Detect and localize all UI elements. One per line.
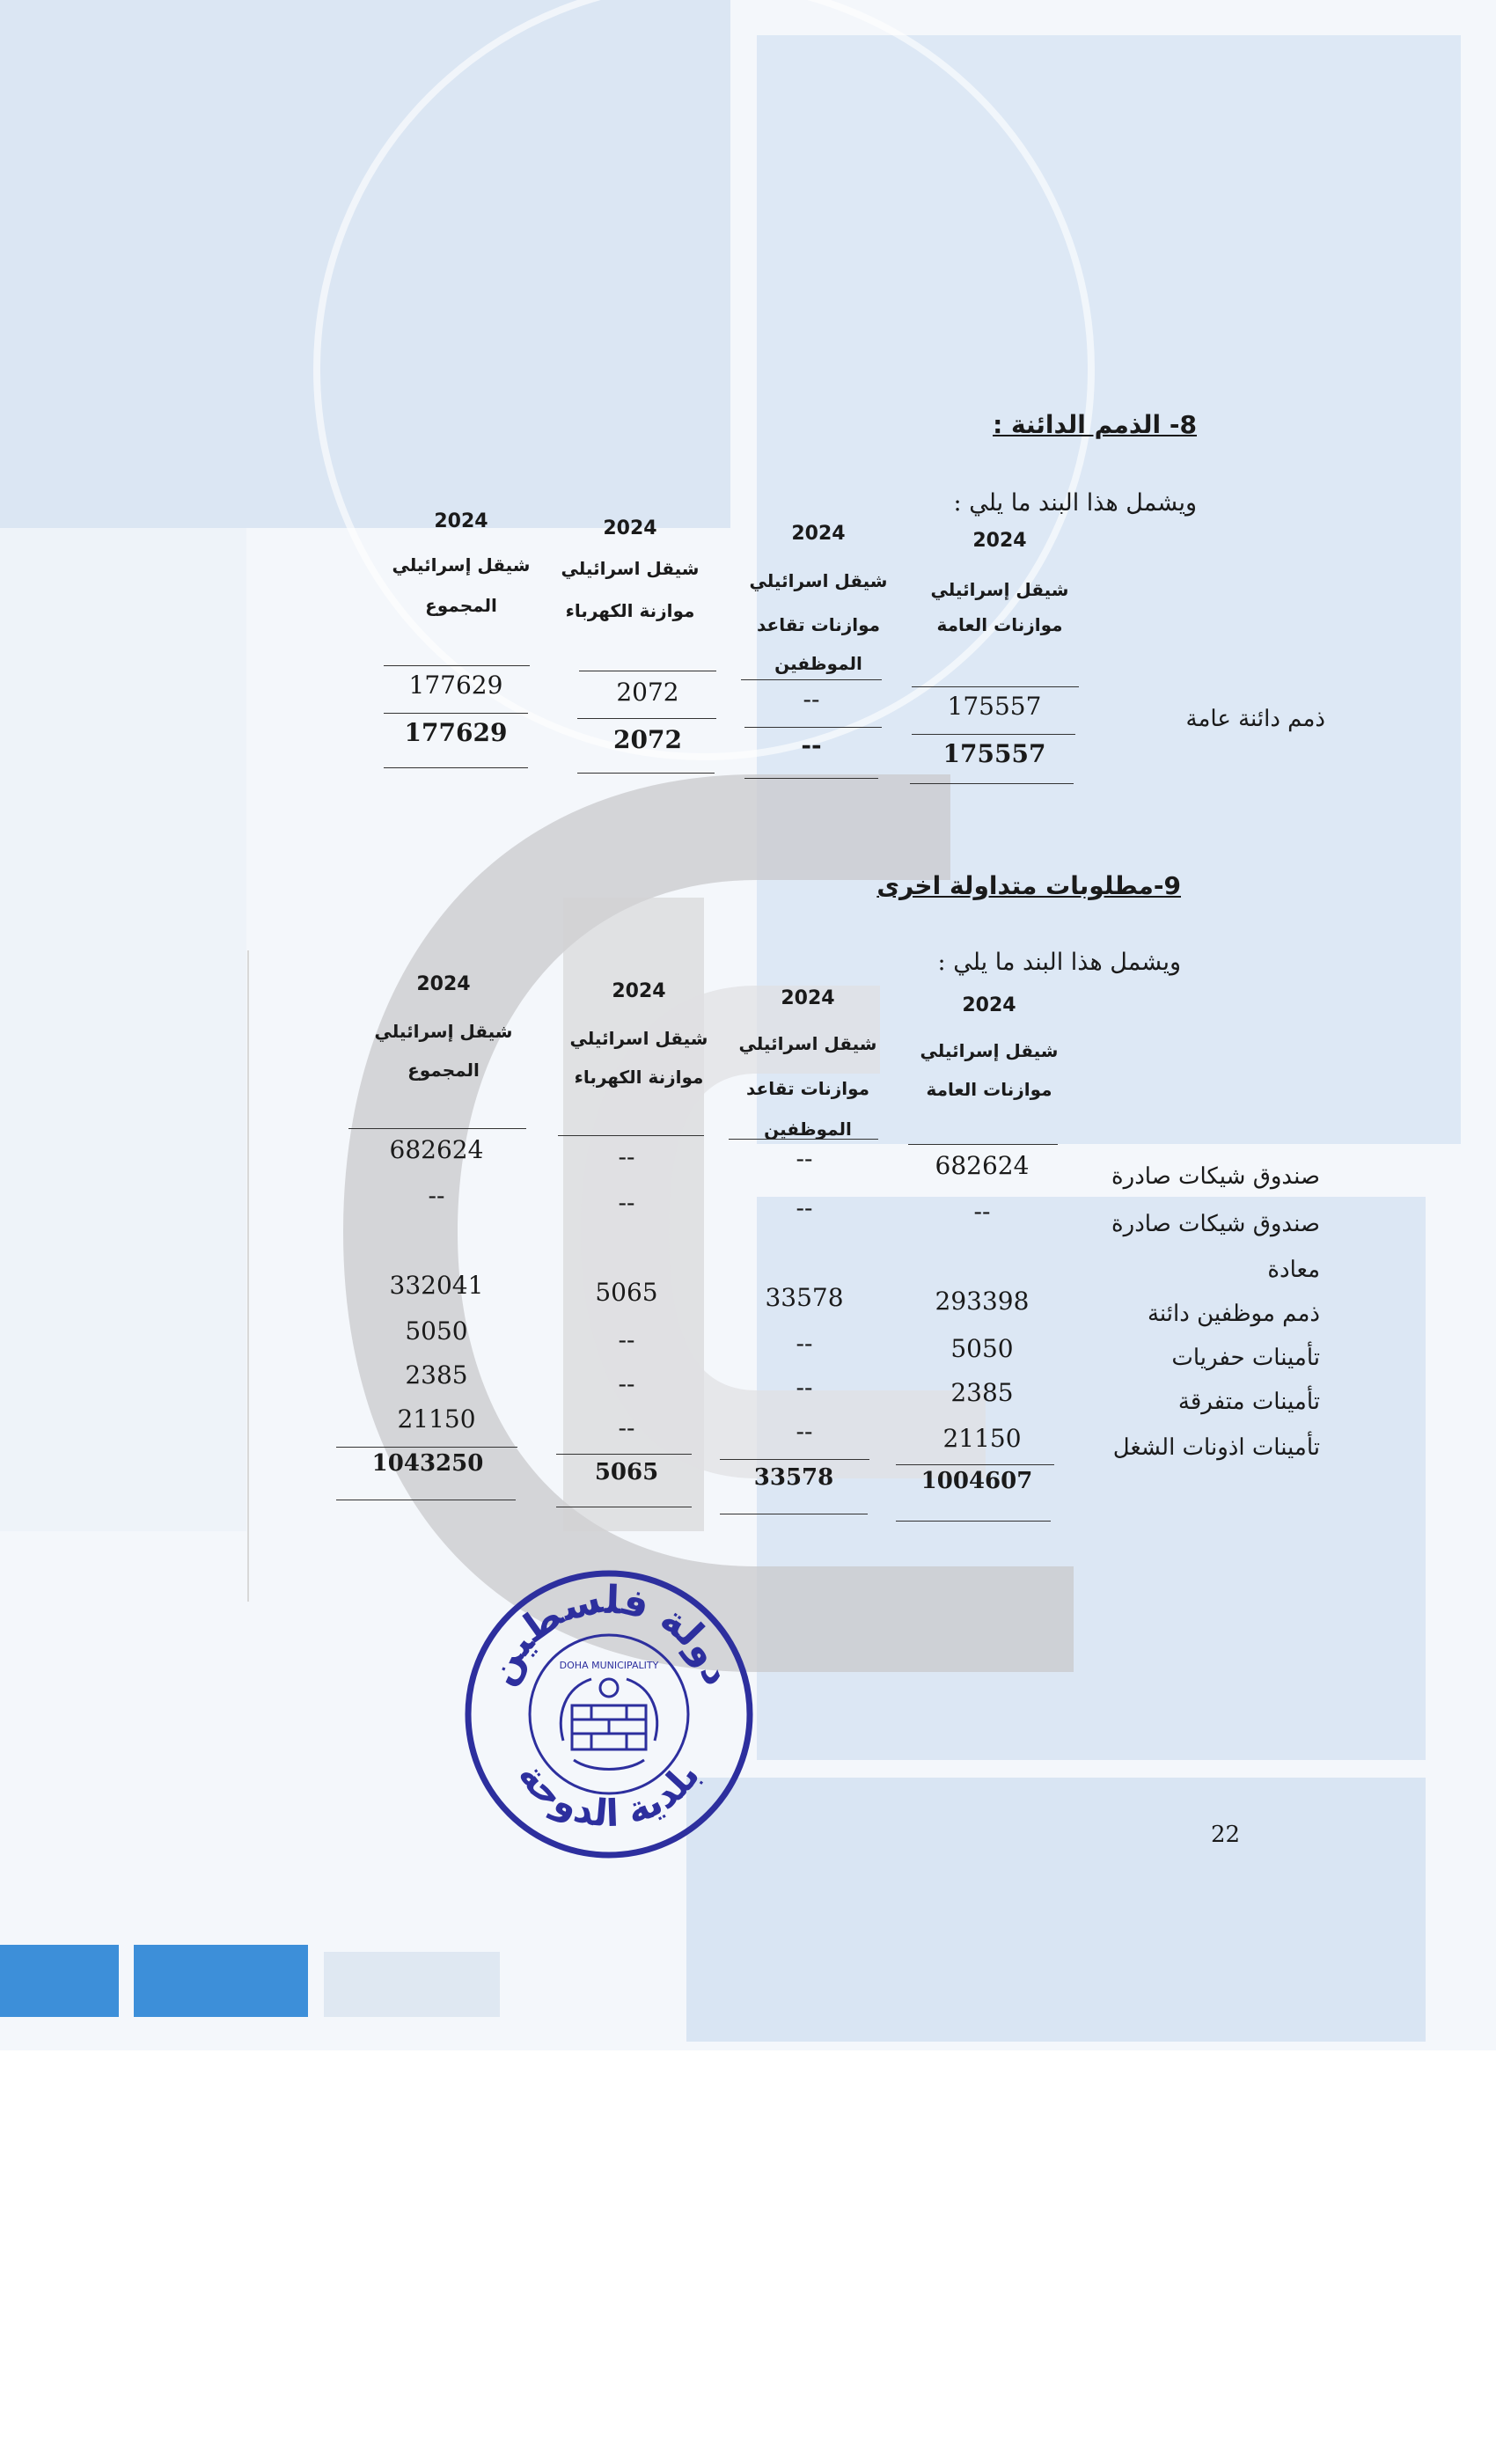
s8-row-value-1: 175557 (947, 692, 1042, 721)
s9-r5-c1: 5050 (950, 1334, 1014, 1363)
stamp-top-text: دولة فلسطين (478, 1577, 740, 1692)
s9-r2-c2: -- (796, 1193, 813, 1222)
s8-row-value-4: 177629 (408, 671, 503, 700)
s9-col3-subtotal-rule (556, 1454, 692, 1455)
s9-r4-c4: 332041 (389, 1271, 484, 1300)
s8-col1-total-rule (910, 783, 1074, 784)
s8-total-1: 175557 (942, 739, 1046, 768)
s9-r5-c3: -- (618, 1325, 635, 1354)
s8-col4-total-rule (384, 767, 528, 768)
s9-r2-c3: -- (618, 1188, 635, 1217)
s9-r6-c4: 2385 (405, 1360, 468, 1390)
s9-r1-c3: -- (618, 1142, 635, 1171)
s9-total-1: 1004607 (920, 1468, 1033, 1494)
s8-col4-year: 2024 (434, 510, 488, 532)
stamp-bottom-text: بلدية الدوحة (510, 1754, 708, 1836)
section-8-title: 8- الذمم الدائنة : (993, 410, 1197, 439)
s8-row-value-2: -- (803, 685, 820, 714)
municipality-stamp-icon (459, 1565, 759, 1864)
s9-r2-c1: -- (973, 1197, 991, 1226)
s9-r1-c4: 682624 (389, 1135, 484, 1164)
s8-col3-total-rule (577, 773, 715, 774)
s9-total-3: 5065 (594, 1459, 659, 1485)
footer-block-2 (134, 1945, 308, 2017)
s9-row-label-6: تأمينات متفرقة (1177, 1389, 1320, 1415)
s9-r7-c1: 21150 (942, 1424, 1022, 1453)
s9-col4-year: 2024 (416, 973, 471, 995)
s9-col2-subtotal-rule (720, 1459, 869, 1460)
svg-text:بلدية الدوحة (510, 1754, 708, 1835)
s9-total-2: 33578 (753, 1464, 834, 1491)
s8-col1-subtotal-rule (912, 734, 1075, 735)
s9-col1-total-rule (896, 1521, 1051, 1522)
s9-r6-c3: -- (618, 1369, 635, 1398)
s8-col1-year: 2024 (972, 530, 1027, 552)
s9-total-4: 1043250 (371, 1450, 484, 1477)
s9-r6-c1: 2385 (950, 1378, 1014, 1407)
s9-row-label-5: تأمينات حفريات (1171, 1345, 1320, 1371)
s9-r4-c3: 5065 (595, 1278, 658, 1307)
s8-col1-header-rule (912, 686, 1079, 687)
stamp-inner-text: DOHA MUNICIPALITY (559, 1660, 659, 1671)
section-9-title: 9-مطلوبات متداولة اخرى (876, 871, 1181, 900)
s9-col1-currency: شيقل إسرائيلي (920, 1040, 1059, 1061)
s8-col1-currency: شيقل إسرائيلي (930, 579, 1069, 600)
s9-r7-c4: 21150 (397, 1404, 476, 1434)
s8-col3-name: موازنة الكهرباء (565, 600, 695, 621)
s8-col4-currency: شيقل إسرائيلي (392, 554, 531, 576)
s9-col2-header-rule (729, 1139, 878, 1140)
s8-col2-year: 2024 (791, 523, 846, 545)
s9-col1-name: موازنات العامة (926, 1079, 1052, 1100)
s9-col4-header-rule (348, 1128, 526, 1129)
s8-col2-header-rule (741, 679, 882, 680)
s9-col2-name: موازنات تقاعد الموظفين (746, 1078, 869, 1140)
s8-col3-year: 2024 (603, 517, 657, 539)
page-number: 22 (1211, 1822, 1241, 1848)
s9-r7-c3: -- (618, 1413, 635, 1442)
s9-row-label-4: ذمم موظفين دائنة (1147, 1301, 1320, 1327)
footer-block-1 (0, 1945, 119, 2017)
s9-r1-c1: 682624 (935, 1151, 1030, 1180)
s9-r4-c2: 33578 (765, 1283, 844, 1312)
s9-r6-c2: -- (796, 1373, 813, 1402)
section-8-intro: ويشمل هذا البند ما يلي : (953, 489, 1197, 517)
s9-r7-c2: -- (796, 1417, 813, 1446)
section-9-intro: ويشمل هذا البند ما يلي : (937, 949, 1181, 976)
s8-col2-name: موازنات تقاعد الموظفين (757, 614, 880, 674)
s8-col2-currency: شيقل اسرائيلي (749, 570, 888, 591)
s8-col1-name: موازنات العامة (936, 614, 1063, 635)
s9-col3-header-rule (558, 1135, 704, 1136)
s9-col3-currency: شيقل اسرائيلي (569, 1028, 708, 1049)
s8-col3-subtotal-rule (577, 718, 716, 719)
s8-col2-total-rule (744, 778, 878, 779)
s9-col1-header-rule (908, 1144, 1058, 1145)
s8-col4-name: المجموع (425, 595, 497, 616)
s9-r5-c4: 5050 (405, 1316, 468, 1346)
s9-row-label-1: صندوق شيكات صادرة (1111, 1163, 1320, 1190)
s8-col4-header-rule (384, 665, 530, 666)
s9-col4-name: المجموع (407, 1060, 480, 1081)
s9-col4-currency: شيقل إسرائيلي (374, 1021, 513, 1042)
s8-total-4: 177629 (404, 718, 508, 747)
s9-col3-year: 2024 (612, 980, 666, 1002)
s8-col2-subtotal-rule (744, 727, 882, 728)
s9-r5-c2: -- (796, 1329, 813, 1358)
s9-col3-name: موازنة الكهرباء (574, 1067, 704, 1088)
s9-row-label-3: معادة (1267, 1257, 1320, 1283)
s8-col4-subtotal-rule (384, 713, 528, 714)
s9-col4-subtotal-rule (336, 1447, 517, 1448)
footer-block-3 (324, 1952, 500, 2017)
s9-col2-currency: شيقل اسرائيلي (738, 1033, 877, 1054)
s8-col3-currency: شيقل اسرائيلي (561, 558, 700, 579)
s9-col1-year: 2024 (962, 994, 1016, 1016)
s9-r2-c4: -- (428, 1181, 445, 1210)
s9-r4-c1: 293398 (935, 1287, 1030, 1316)
s8-total-3: 2072 (613, 725, 682, 754)
s9-col2-year: 2024 (781, 987, 835, 1009)
s8-total-2: -- (801, 730, 822, 759)
s8-row-label: ذمم دائنة عامة (1185, 706, 1325, 732)
s9-row-label-7: تأمينات اذونات الشغل (1112, 1434, 1320, 1461)
s9-row-label-2: صندوق شيكات صادرة (1111, 1211, 1320, 1237)
s8-row-value-3: 2072 (616, 678, 679, 707)
s9-col1-subtotal-rule (896, 1464, 1054, 1465)
s9-r1-c2: -- (796, 1144, 813, 1173)
